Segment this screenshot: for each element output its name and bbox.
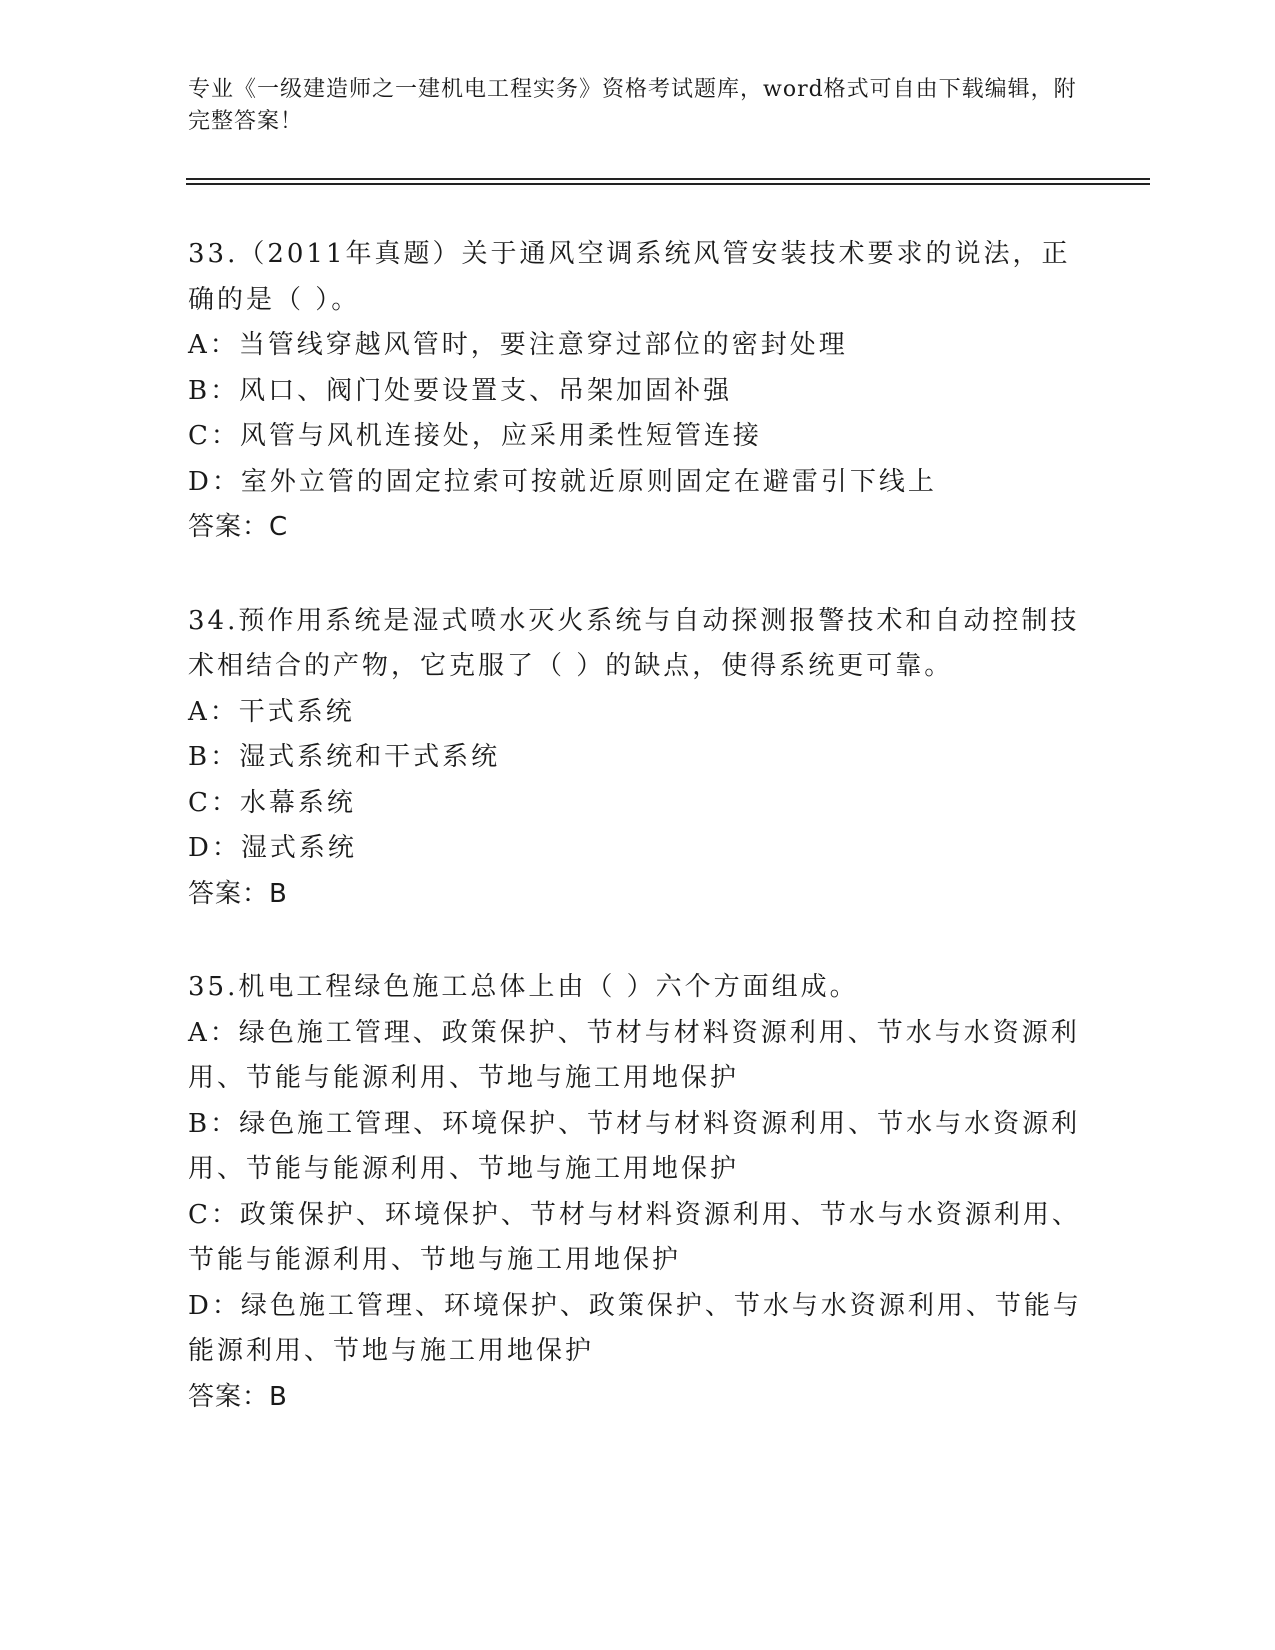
option-c: C：风管与风机连接处，应采用柔性短管连接: [188, 421, 762, 451]
answer-line: 答案：C: [188, 512, 289, 542]
question-35: [188, 965, 1088, 1420]
question-list: [188, 232, 1088, 1468]
answer-line: 答案：B: [188, 1381, 288, 1412]
question-33: [188, 232, 1088, 551]
page-header: 专业《一级建造师之一建机电工程实务》资格考试题库，word格式可自由下载编辑，附完整答案！: [188, 77, 1077, 134]
option-c: C：政策保护、环境保护、节材与材料资源利用、节水与水资源利用、节能与能源利用、节地与施工用地保护: [188, 1199, 1081, 1275]
option-a: A：当管线穿越风管时，要注意穿过部位的密封处理: [188, 330, 848, 360]
option-a: A：干式系统: [188, 696, 355, 727]
option-a: A：绿色施工管理、政策保护、节材与材料资源利用、节水与水资源利用、节能与能源利用、节地与施工用地保护: [188, 1017, 1080, 1093]
question-34: [188, 599, 1088, 918]
header-divider-top: [186, 178, 1150, 180]
question-stem: 35.机电工程绿色施工总体上由（ ）六个方面组成。: [188, 972, 859, 1002]
option-b: B：风口、阀门处要设置支、吊架加固补强: [188, 375, 733, 406]
option-d: D：湿式系统: [188, 833, 357, 863]
option-b: B：绿色施工管理、环境保护、节材与材料资源利用、节水与水资源利用、节能与能源利用、节地与施工用地保护: [188, 1108, 1081, 1184]
question-stem: 34.预作用系统是湿式喷水灭火系统与自动探测报警技术和自动控制技术相结合的产物，它克服了（ ）的缺点，使得系统更可靠。: [188, 605, 1080, 681]
answer-line: 答案：B: [188, 878, 288, 909]
option-b: B：湿式系统和干式系统: [188, 742, 501, 772]
option-d: D：室外立管的固定拉索可按就近原则固定在避雷引下线上: [188, 466, 937, 497]
header-divider-bottom: [186, 183, 1150, 185]
option-c: C：水幕系统: [188, 787, 356, 818]
question-stem: 33.（2011年真题）关于通风空调系统风管安装技术要求的说法，正确的是（ ）。: [188, 239, 1071, 315]
option-d: D：绿色施工管理、环境保护、政策保护、节水与水资源利用、节能与能源利用、节地与施工用地保护: [188, 1290, 1082, 1366]
